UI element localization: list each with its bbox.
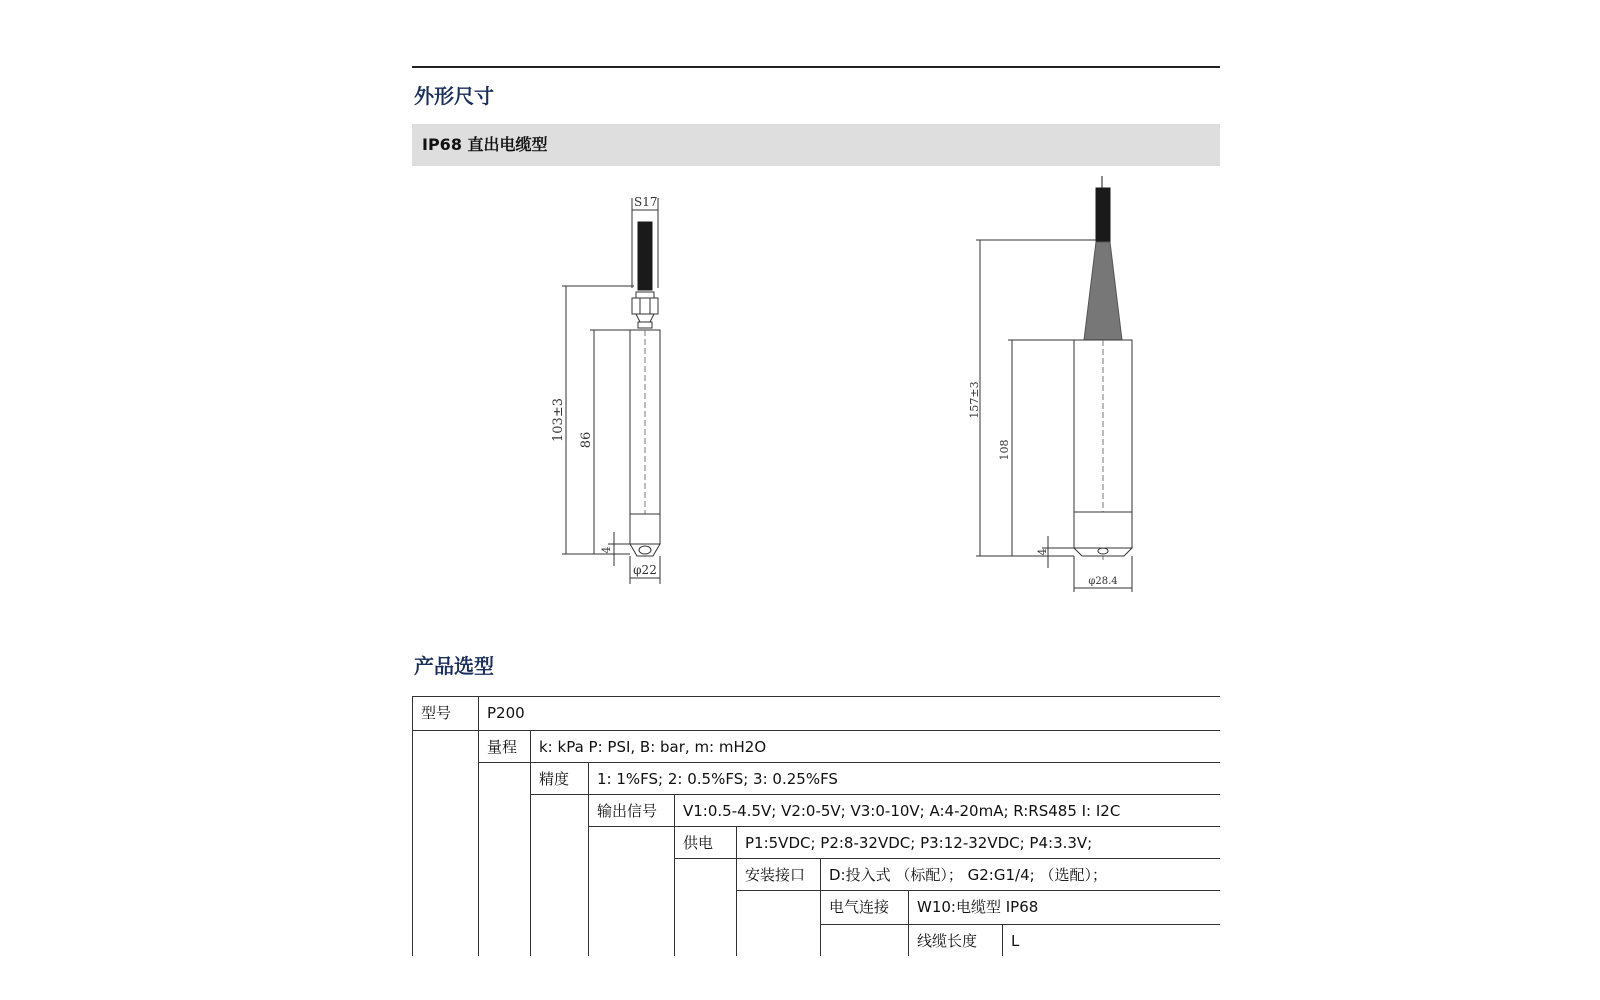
right-body-length: 108 <box>998 439 1011 461</box>
right-sensor-drawing <box>976 176 1132 592</box>
cable-length-label: 线缆长度 <box>917 932 978 950</box>
right-diameter: φ28.4 <box>1088 576 1118 587</box>
mounting-label: 安装接口 <box>745 866 806 884</box>
left-total-length: 103±3 <box>551 398 566 442</box>
left-diameter: φ22 <box>633 563 657 577</box>
dimensions-title: 外形尺寸 <box>414 84 494 108</box>
dimension-drawings <box>412 170 1220 610</box>
left-cable <box>638 222 652 290</box>
left-hex-label: S17 <box>634 195 658 209</box>
electrical-connection-label: 电气连接 <box>829 898 890 916</box>
model-label: 型号 <box>421 704 452 722</box>
cable-length-value: L <box>1011 932 1020 950</box>
power-supply-label: 供电 <box>683 834 714 852</box>
datasheet-page <box>412 0 1220 1000</box>
mounting-value: D:投入式 （标配）； G2:G1/4; （选配）； <box>829 866 1107 884</box>
output-signal-value: V1:0.5-4.5V; V2:0-5V; V3:0-10V; A:4-20mA; R:RS485 I: I2C <box>683 802 1121 820</box>
accuracy-value: 1: 1%FS; 2: 0.5%FS; 3: 0.25%FS <box>597 770 838 788</box>
right-cone <box>1084 242 1122 340</box>
selection-title: 产品选型 <box>414 654 494 678</box>
right-tip-length: 4 <box>1036 548 1049 556</box>
left-tip-length: 4 <box>600 546 613 554</box>
range-label: 量程 <box>487 738 518 756</box>
left-hex-nut <box>636 292 654 298</box>
accuracy-label: 精度 <box>539 770 570 788</box>
power-supply-value: P1:5VDC; P2:8-32VDC; P3:12-32VDC; P4:3.3V; <box>745 834 1093 852</box>
left-tip <box>630 514 660 544</box>
right-tip <box>1074 512 1132 548</box>
range-value: k: kPa P: PSI, B: bar, m: mH2O <box>539 738 767 756</box>
right-cable <box>1096 188 1110 242</box>
model-value: P200 <box>487 704 525 722</box>
selection-table <box>412 696 1220 956</box>
electrical-connection-value: W10:电缆型 IP68 <box>917 898 1039 916</box>
top-rule <box>412 66 1220 68</box>
left-sensor-drawing <box>562 198 660 584</box>
variant-band: IP68 直出电缆型 <box>412 124 1220 166</box>
left-body-length: 86 <box>579 431 594 449</box>
output-signal-label: 输出信号 <box>597 802 658 820</box>
right-total-length: 157±3 <box>968 381 981 419</box>
